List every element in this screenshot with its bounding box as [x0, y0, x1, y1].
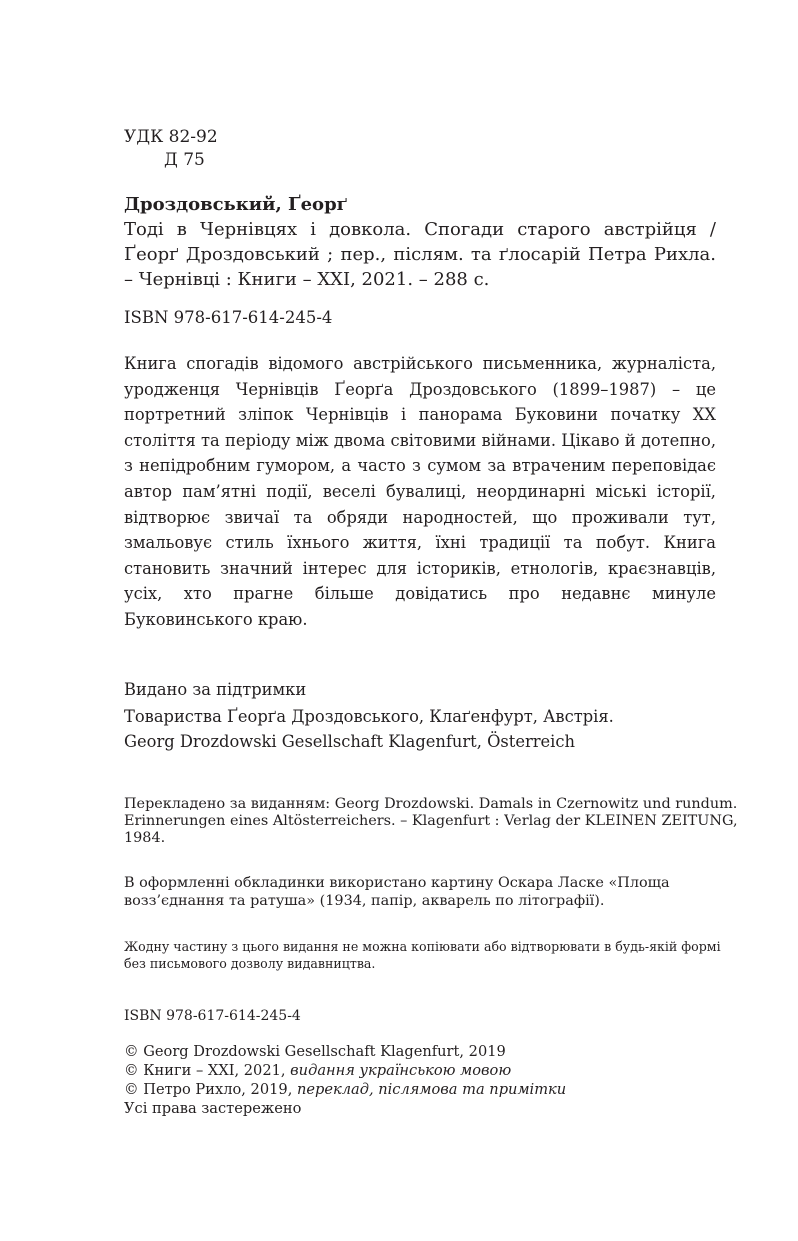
support-heading: Видано за підтримки [124, 679, 307, 699]
rights-line-1: Жодну частину з цього видання не можна копіювати або відтворювати в будь-якій формі [124, 938, 721, 954]
copyright-line [124, 1080, 716, 1099]
copyright-main: © Книги – ХХІ, 2021, [124, 1061, 291, 1079]
bibliographic-record [124, 192, 716, 292]
support-block [124, 677, 716, 754]
copyright-italic: видання українською мовою [290, 1061, 512, 1079]
cover-line-1: В оформленні обкладинки використано картину Оскара Ласке «Площа [124, 874, 670, 891]
udk-code: УДК 82-92 [124, 127, 218, 147]
translated-line-2: Erinnerungen eines Altösterreichers. – Klagenfurt : Verlag der KLEINEN ZEITUNG, [124, 812, 738, 829]
cover-line-2: возз’єднання та ратуша» (1934, папір, акварель по літографії). [124, 892, 605, 909]
copyright-line [124, 1042, 716, 1061]
bib-description: Тоді в Чернівцях і довкола. Спогади старого австрійця / Ґеорґ Дроздовський ; пер., післям. та ґлосарій Петра Рихла. – Чернівці : Книги – ХХІ, 2021. – 288 с. [124, 219, 716, 290]
imprint-page [124, 126, 738, 1118]
copyright-main: © Georg Drozdowski Gesellschaft Klagenfurt, 2019 [124, 1042, 506, 1060]
translated-line-3: 1984. [124, 829, 166, 846]
copyright-block [124, 1042, 716, 1118]
copyright-italic: переклад, післямова та примітки [296, 1080, 567, 1098]
cover-note [124, 874, 716, 910]
support-line-uk: Товариства Ґеорґа Дроздовського, Клаґенфурт, Австрія. [124, 706, 614, 726]
annotation: Книга спогадів відомого австрійського письменника, журналіста, уродженця Чернівців Ґеорґа Дроздовського (1899–1987) – це портретний зліпок Чернівців і панорама Буковини початку ХХ століття та періоду між двома світовими війнами. Цікаво й дотепно, з непідробним гумором, а часто з сумом за втраченим переповідає автор пам’ятні події, веселі бувалиці, неординарні міські історії, відтворює звичаї та обряди народностей, що проживали тут, змальовує стиль їхнього життя, їхні традиції та побут. Книга становить значний інтерес для істориків, етнологів, краєзнавців, усіх, хто прагне більше довідатись про недавнє минуле Буковинського краю. [124, 354, 716, 629]
copyright-line [124, 1061, 716, 1080]
udk-block [124, 126, 716, 172]
isbn-bottom: ISBN 978-617-614-245-4 [124, 1007, 301, 1024]
translated-line-1: Перекладено за виданням: Georg Drozdowski. Damals in Czernowitz und rundum. [124, 795, 738, 812]
all-rights-reserved: Усі права застережено [124, 1099, 302, 1117]
bib-author: Дроздовський, Ґеорґ [124, 194, 348, 215]
rights-notice [124, 938, 721, 972]
author-mark: Д 75 [164, 150, 205, 170]
isbn-top: ISBN 978-617-614-245-4 [124, 308, 333, 327]
support-line-de: Georg Drozdowski Gesellschaft Klagenfurt, Österreich [124, 731, 575, 751]
rights-line-2: без письмового дозволу видавництва. [124, 955, 376, 971]
copyright-main: © Петро Рихло, 2019, [124, 1080, 297, 1098]
translated-from [124, 795, 738, 847]
